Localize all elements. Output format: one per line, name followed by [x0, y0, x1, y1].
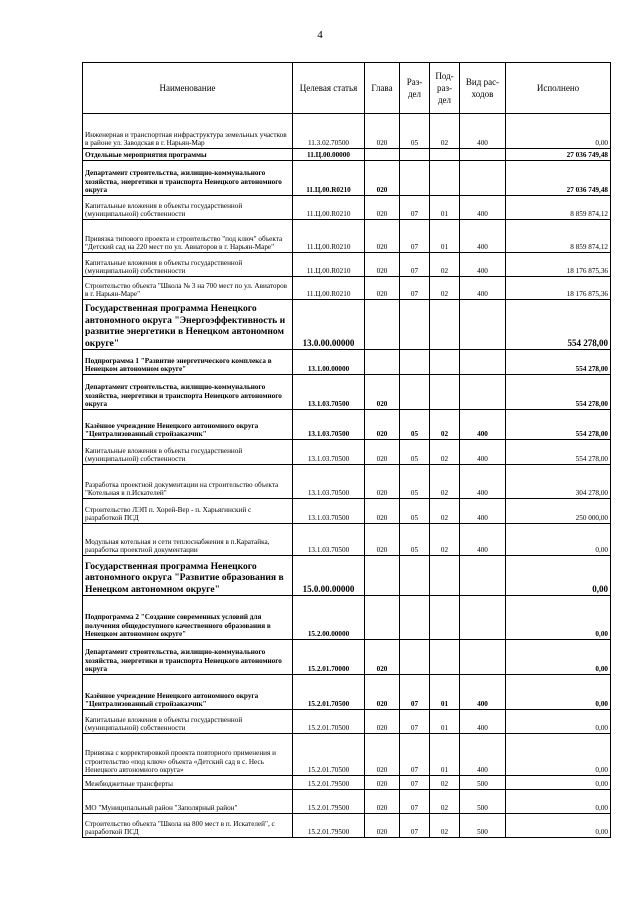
cell-name: Межбюджетные трансферты — [83, 776, 293, 790]
cell-subsection — [430, 300, 460, 350]
cell-amount: 0,00 — [506, 790, 611, 814]
cell-expense-type — [460, 149, 506, 161]
table-row — [83, 350, 611, 375]
cell-section: 05 — [400, 114, 430, 149]
cell-target-code: 15.0.00.00000 — [293, 556, 365, 596]
table-row — [83, 499, 611, 524]
cell-section — [400, 375, 430, 410]
cell-section: 05 — [400, 524, 430, 556]
cell-name: Государственная программа Ненецкого автономного округа "Энергоэффективность и развитие энергетики в Ненецком автономном округе" — [83, 300, 293, 350]
table-row — [83, 596, 611, 640]
cell-section — [400, 149, 430, 161]
cell-subsection — [430, 640, 460, 675]
table-row — [83, 375, 611, 410]
cell-subsection: 01 — [430, 675, 460, 710]
cell-expense-type — [460, 640, 506, 675]
cell-expense-type: 400 — [460, 114, 506, 149]
header-name: Наименование — [83, 63, 293, 114]
cell-chapter: 020 — [365, 196, 400, 220]
table-row — [83, 114, 611, 149]
cell-chapter: 020 — [365, 277, 400, 300]
cell-chapter: 020 — [365, 114, 400, 149]
cell-expense-type: 400 — [460, 196, 506, 220]
cell-name: Казённое учреждение Ненецкого автономного округа "Централизованный стройзаказчик" — [83, 410, 293, 440]
cell-amount: 554 278,00 — [506, 300, 611, 350]
cell-name: Капитальные вложения в объекты государственной (муниципальной) собственности — [83, 253, 293, 277]
table-row — [83, 790, 611, 814]
table-body — [83, 114, 611, 838]
cell-target-code: 11.Ц.00.R0210 — [293, 253, 365, 277]
cell-subsection — [430, 350, 460, 375]
cell-section — [400, 161, 430, 196]
cell-name: Капитальные вложения в объекты государственной (муниципальной) собственности — [83, 710, 293, 734]
cell-target-code: 15.2.01.70500 — [293, 675, 365, 710]
header-executed: Исполнено — [506, 63, 611, 114]
cell-expense-type: 500 — [460, 790, 506, 814]
cell-section: 07 — [400, 253, 430, 277]
cell-amount: 8 859 874,12 — [506, 196, 611, 220]
cell-subsection: 02 — [430, 814, 460, 838]
cell-name: Департамент строительства, жилищно-коммунального хозяйства, энергетики и транспорта Ненецкого автономного округа — [83, 375, 293, 410]
cell-section — [400, 350, 430, 375]
cell-name: Привязка типового проекта и строительство "под ключ" объекта "Детский сад на 220 мест по ул. Авиаторов в г. Нарьян-Маре" — [83, 220, 293, 253]
cell-subsection: 02 — [430, 114, 460, 149]
cell-name: Государственная программа Ненецкого автономного округа "Развитие образования в Ненецком автономном округе" — [83, 556, 293, 596]
cell-amount: 0,00 — [506, 596, 611, 640]
table-row — [83, 556, 611, 596]
table-row — [83, 675, 611, 710]
cell-chapter — [365, 556, 400, 596]
cell-section — [400, 556, 430, 596]
cell-subsection — [430, 556, 460, 596]
cell-amount: 0,00 — [506, 640, 611, 675]
cell-chapter: 020 — [365, 640, 400, 675]
cell-subsection — [430, 149, 460, 161]
cell-expense-type: 400 — [460, 524, 506, 556]
cell-target-code: 11.Ц.00.R0210 — [293, 220, 365, 253]
cell-section: 07 — [400, 734, 430, 776]
cell-amount: 27 036 749,48 — [506, 149, 611, 161]
cell-name: Капитальные вложения в объекты государственной (муниципальной) собственности — [83, 196, 293, 220]
cell-name: Подпрограмма 1 "Развитие энергетического комплекса в Ненецком автономном округе" — [83, 350, 293, 375]
cell-amount: 0,00 — [506, 524, 611, 556]
cell-section: 05 — [400, 440, 430, 465]
cell-expense-type: 400 — [460, 410, 506, 440]
cell-chapter: 020 — [365, 776, 400, 790]
cell-subsection — [430, 375, 460, 410]
cell-amount: 0,00 — [506, 114, 611, 149]
cell-chapter: 020 — [365, 790, 400, 814]
cell-subsection: 02 — [430, 776, 460, 790]
cell-amount: 8 859 874,12 — [506, 220, 611, 253]
cell-expense-type: 400 — [460, 499, 506, 524]
cell-amount: 554 278,00 — [506, 440, 611, 465]
cell-amount: 0,00 — [506, 776, 611, 790]
cell-name: Строительство объекта "Школа № 3 на 700 мест по ул. Авиаторов в г. Нарьян-Маре" — [83, 277, 293, 300]
cell-amount: 0,00 — [506, 710, 611, 734]
cell-chapter: 020 — [365, 465, 400, 499]
cell-name: Модульная котельная и сети теплоснабжения в п.Каратайка, разработка проектной документации — [83, 524, 293, 556]
cell-chapter — [365, 350, 400, 375]
table-row — [83, 524, 611, 556]
cell-expense-type: 400 — [460, 675, 506, 710]
cell-amount: 554 278,00 — [506, 375, 611, 410]
cell-chapter — [365, 149, 400, 161]
header-expense-type: Вид рас- ходов — [460, 63, 506, 114]
cell-name: Разработка проектной документации на строительство объекта "Котельная в п.Искателей" — [83, 465, 293, 499]
cell-section: 07 — [400, 675, 430, 710]
table-row — [83, 220, 611, 253]
cell-chapter: 020 — [365, 375, 400, 410]
cell-amount: 0,00 — [506, 556, 611, 596]
cell-amount: 250 000,00 — [506, 499, 611, 524]
table-row — [83, 253, 611, 277]
cell-subsection — [430, 596, 460, 640]
cell-expense-type — [460, 161, 506, 196]
cell-subsection: 02 — [430, 253, 460, 277]
cell-target-code: 15.2.01.79500 — [293, 776, 365, 790]
cell-section: 07 — [400, 710, 430, 734]
cell-target-code: 13.1.03.70500 — [293, 465, 365, 499]
cell-name: Департамент строительства, жилищно-коммунального хозяйства, энергетики и транспорта Ненецкого автономного округа — [83, 640, 293, 675]
cell-expense-type: 500 — [460, 814, 506, 838]
cell-target-code: 11.3.02.70500 — [293, 114, 365, 149]
table-row — [83, 161, 611, 196]
cell-target-code: 11.Ц.00.R0210 — [293, 277, 365, 300]
table-row — [83, 410, 611, 440]
cell-target-code: 13.1.03.70500 — [293, 524, 365, 556]
cell-name: Отдельные мероприятия программы — [83, 149, 293, 161]
cell-expense-type — [460, 300, 506, 350]
cell-expense-type: 400 — [460, 710, 506, 734]
cell-chapter: 020 — [365, 710, 400, 734]
cell-section: 05 — [400, 499, 430, 524]
cell-amount: 554 278,00 — [506, 350, 611, 375]
cell-subsection: 02 — [430, 499, 460, 524]
cell-amount: 18 176 875,36 — [506, 277, 611, 300]
cell-chapter: 020 — [365, 524, 400, 556]
cell-chapter: 020 — [365, 220, 400, 253]
table-row — [83, 277, 611, 300]
cell-target-code: 15.2.01.70500 — [293, 734, 365, 776]
cell-section: 05 — [400, 410, 430, 440]
cell-section: 07 — [400, 277, 430, 300]
cell-section: 07 — [400, 196, 430, 220]
cell-name: Казённое учреждение Ненецкого автономного округа "Централизованный стройзаказчик" — [83, 675, 293, 710]
cell-name: Инженерная и транспортная инфраструктура земельных участков в районе ул. Заводская в г. Нарьян-Мар — [83, 114, 293, 149]
cell-subsection: 02 — [430, 410, 460, 440]
cell-subsection: 02 — [430, 524, 460, 556]
table-row — [83, 149, 611, 161]
cell-name: Капитальные вложения в объекты государственной (муниципальной) собственности — [83, 440, 293, 465]
cell-name: Департамент строительства, жилищно-коммунального хозяйства, энергетики и транспорта Ненецкого автономного округа — [83, 161, 293, 196]
page-number: 4 — [317, 29, 323, 41]
cell-target-code: 13.0.00.00000 — [293, 300, 365, 350]
cell-expense-type — [460, 596, 506, 640]
cell-section: 05 — [400, 465, 430, 499]
table-row — [83, 300, 611, 350]
cell-section: 07 — [400, 814, 430, 838]
table-header-row — [83, 63, 611, 114]
cell-chapter — [365, 300, 400, 350]
table-row — [83, 640, 611, 675]
cell-subsection: 01 — [430, 734, 460, 776]
cell-chapter: 020 — [365, 675, 400, 710]
cell-name: Строительство объекта "Школа на 800 мест в п. Искателей", с разработкой ПСД — [83, 814, 293, 838]
cell-section: 07 — [400, 220, 430, 253]
cell-amount: 554 278,00 — [506, 410, 611, 440]
cell-subsection: 02 — [430, 440, 460, 465]
cell-amount: 18 176 875,36 — [506, 253, 611, 277]
header-target: Целевая статья — [293, 63, 365, 114]
cell-expense-type: 400 — [460, 220, 506, 253]
cell-target-code: 15.2.01.79500 — [293, 814, 365, 838]
cell-chapter: 020 — [365, 161, 400, 196]
cell-section: 07 — [400, 790, 430, 814]
cell-subsection: 02 — [430, 465, 460, 499]
cell-amount: 0,00 — [506, 675, 611, 710]
cell-subsection: 01 — [430, 196, 460, 220]
cell-expense-type — [460, 350, 506, 375]
cell-subsection: 02 — [430, 277, 460, 300]
cell-target-code: 15.2.01.70500 — [293, 710, 365, 734]
cell-subsection: 01 — [430, 710, 460, 734]
table-row — [83, 776, 611, 790]
cell-chapter: 020 — [365, 440, 400, 465]
cell-chapter: 020 — [365, 499, 400, 524]
cell-subsection: 02 — [430, 790, 460, 814]
cell-expense-type — [460, 375, 506, 410]
cell-expense-type: 400 — [460, 734, 506, 776]
cell-name: МО "Муниципальный район "Заполярный район" — [83, 790, 293, 814]
cell-expense-type: 400 — [460, 440, 506, 465]
cell-section — [400, 300, 430, 350]
cell-section: 07 — [400, 776, 430, 790]
table-row — [83, 440, 611, 465]
table-row — [83, 814, 611, 838]
cell-target-code: 15.2.01.70000 — [293, 640, 365, 675]
header-subsection: Под- раз- дел — [430, 63, 460, 114]
cell-target-code: 13.1.03.70500 — [293, 410, 365, 440]
cell-target-code: 15.2.01.79500 — [293, 790, 365, 814]
cell-chapter: 020 — [365, 410, 400, 440]
cell-section — [400, 640, 430, 675]
cell-amount: 304 278,00 — [506, 465, 611, 499]
cell-target-code: 15.2.00.00000 — [293, 596, 365, 640]
cell-chapter — [365, 596, 400, 640]
budget-table — [82, 62, 611, 838]
cell-name: Подпрограмма 2 "Создание современных условий для получения общедоступного качественного образования в Ненецком автономном округе" — [83, 596, 293, 640]
cell-expense-type: 400 — [460, 253, 506, 277]
cell-expense-type: 500 — [460, 776, 506, 790]
cell-expense-type: 400 — [460, 277, 506, 300]
cell-name: Строительство ЛЭП п. Хорей-Вер - п. Харьягинский с разработкой ПСД — [83, 499, 293, 524]
cell-target-code: 13.1.03.70500 — [293, 499, 365, 524]
cell-section — [400, 596, 430, 640]
cell-target-code: 11.Ц.00.R0210 — [293, 161, 365, 196]
cell-name: Привязка с корректировкой проекта повторного применения и строительство «под ключ» объекта «Детский сад в с. Несь Ненецкого автономного округа» — [83, 734, 293, 776]
cell-target-code: 13.1.00.00000 — [293, 350, 365, 375]
table-row — [83, 734, 611, 776]
cell-amount: 27 036 749,48 — [506, 161, 611, 196]
table-row — [83, 710, 611, 734]
cell-subsection: 01 — [430, 220, 460, 253]
cell-target-code: 13.1.03.70500 — [293, 440, 365, 465]
header-chapter: Глава — [365, 63, 400, 114]
header-section: Раз- дел — [400, 63, 430, 114]
cell-chapter: 020 — [365, 814, 400, 838]
cell-expense-type: 400 — [460, 465, 506, 499]
cell-target-code: 13.1.03.70500 — [293, 375, 365, 410]
cell-amount: 0,00 — [506, 734, 611, 776]
table-row — [83, 196, 611, 220]
cell-subsection — [430, 161, 460, 196]
table-row — [83, 465, 611, 499]
cell-chapter: 020 — [365, 253, 400, 277]
cell-amount: 0,00 — [506, 814, 611, 838]
cell-target-code: 11.Ц.00.00000 — [293, 149, 365, 161]
cell-chapter: 020 — [365, 734, 400, 776]
cell-target-code: 11.Ц.00.R0210 — [293, 196, 365, 220]
cell-expense-type — [460, 556, 506, 596]
